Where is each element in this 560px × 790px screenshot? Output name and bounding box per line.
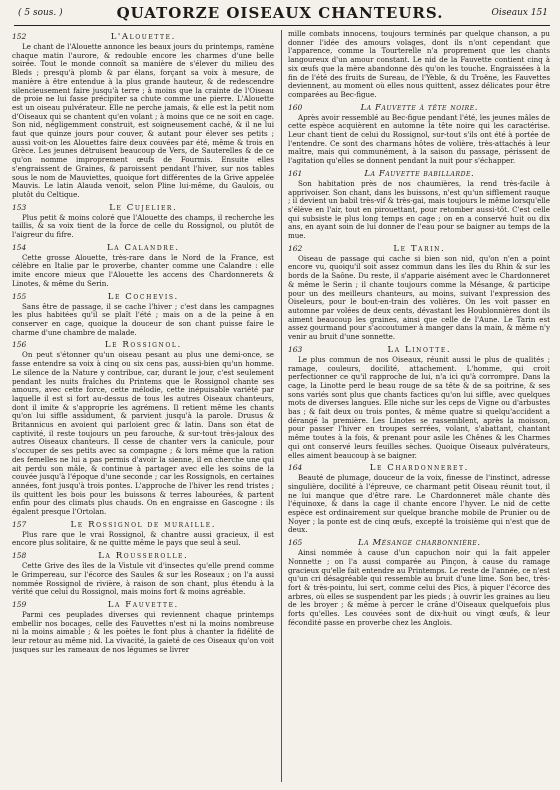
entry-number: 158 (12, 551, 27, 561)
entry-heading (12, 551, 274, 561)
bird-entry (288, 463, 550, 535)
entry-text: mille combats innocens, toujours terminés par quelque chanson, a pu donner l'idée des amours volages, dont ils n'ont cependant que l'apparence, comme la Tourterelle n'a proprement que les chants langoureux d'un amour constant. Le nid de la Fauvette contient cinq à six œufs que la mère abandonne dès qu'on les touche. Engraissées à la fin de l'été des fruits de Sureau, de l'Yèble, & du Troëne, les Fauvettes deviennent, au moment où elles nous quittent, assez délicates pour être comparées au Bec-figue. (288, 30, 550, 99)
entry-title: Le Cochevis. (107, 291, 179, 302)
text-columns (12, 30, 552, 786)
bird-entry (12, 340, 274, 516)
entry-heading (288, 463, 550, 473)
entry-title: Le Rossignol. (104, 340, 182, 351)
header-rule (14, 25, 550, 26)
entry-text: Parmi ces peuplades diverses qui reviennent chaque printemps embellir nos bocages, celle des Fauvettes n'est ni la moins nombreuse ni la moins aimable ; & les poètes le font plus à chanter la fidélité de leur retour au même nid. La vivacité, la gaieté de ces Oiseaux qu'on voit jusques sur les rameaux de nos légumes se livrer (12, 609, 274, 654)
entry-text: On peut s'étonner qu'un oiseau pesant au plus une demi-once, se fasse entendre sa voix à cinq ou six cens pas, aussi-bien qu'un homme. Le silence de la Nature y contribue, car, durant le jour, c'est seulement pendant les nuits fraîches du Printems que le Rossignol chante ses amours, avec cette force, cette mélodie, cette inépuisable variété par laquelle il est si fort au-dessus de tous les autres Oiseaux chanteurs, dont il imite & s'approprie les agrémens. Il retient même les chants qu'on lui siffle assidument, & parvient jusqu'à la parole. Drusus & Britannicus en avoient qui parloient grec & latin. Dans son état de captivité, il reste toujours un peu farouche, & sur-tout très-jaloux des autres Oiseaux chanteurs. Il cesse de chanter vers la canicule, pour s'occuper de ses petits avec sa compagne ; & lors même que la ration des femelles ne lui a pas permis d'avoir la sienne, il en cherche une qui ait perdu son mâle, & continue à partager avec elle les soins de la couvée jusqu'à l'époque d'une seconde ; car les Rossignols, en certaines années, font jusqu'à trois pontes. L'approche de l'hiver les rend tristes ; ils quittent les bois pour les buissons & terres labourées, & partent enfin pour des climats plus chauds. On en engraisse en Gascogne : ils égalent presque l'Ortolan. (12, 350, 274, 517)
bird-entry (12, 203, 274, 240)
entry-number: 154 (12, 242, 27, 252)
entry-text: Ainsi nommée à cause d'un capuchon noir qui la fait appeler Nonnette ; on l'a aussi comparée au Pinçon, à cause du ramage gracieux qu'elle fait entendre au Printemps. Le reste de l'année, ce n'est qu'un cri désagréable qui ressemble au bruit d'une lime. Son bec, très-fort & très-pointu, lui sert, comme celui des Pics, à piquer l'écorce des arbres, où elles se suspendent par les pieds ; à ouvrir les graines au lieu de les broyer ; & même à percer le crâne d'Oiseaux quelquefois plus forts qu'elles. Les couvées sont de dix-huit ou vingt œufs, & leur fécondité passe en proverbe chez les Anglois. (288, 548, 550, 627)
entry-number: 157 (12, 519, 27, 529)
entry-number: 165 (288, 538, 303, 548)
header-right-text: Oiseaux 151 (491, 8, 548, 18)
entry-heading (288, 169, 550, 179)
entry-text: Sans être de passage, il se cache l'hiver ; c'est dans les campagnes les plus habitées qu'il se plaît l'été ; mais on a de la peine à en conserver en cage, quoique la douceur de son chant puisse faire le charme d'une chambre de malade. (12, 301, 274, 337)
entry-number: 164 (288, 463, 303, 473)
book-page (8, 4, 552, 786)
entry-heading (12, 243, 274, 253)
bird-entry (288, 244, 550, 342)
bird-entry (288, 169, 550, 241)
entry-number: 160 (288, 102, 303, 112)
entry-heading (12, 203, 274, 213)
entry-number: 155 (12, 291, 27, 301)
entry-text: Cette Grive des îles de la Vistule vit d'insectes qu'elle prend comme le Grimpereau, sur l'écorce des Saules & sur les Roseaux ; on l'a aussi nommée Rossignol de rivière, à raison de son chant, plus étendu à la vérité que celui du Rossignol, mais moins fort & moins agréable. (12, 561, 274, 597)
entry-text: Beauté de plumage, douceur de la voix, finesse de l'instinct, adresse singulière, docilité à l'épreuve, ce charmant petit Oiseau réunit tout, il ne lui manque que d'être rare. Le Chardonneret mâle chante dès l'équinoxe, & dans la cage il chante encore l'hyver. Le nid de cette espèce est ordinairement sur quelque branche mobile de Prunier ou de Noyer ; la ponte est de cinq œufs, excepté la troisième qui n'est que de deux. (288, 473, 550, 535)
entry-text: Cette grosse Alouette, très-rare dans le Nord de la France, est célèbre en Italie par le proverbe, chanter comme une Calandre : elle imite encore mieux que l'Alouette les accens des Chardonnerets & Linotes, & même du Serin. (12, 252, 274, 288)
entry-heading (288, 103, 550, 113)
entry-text: Son habitation près de nos chaumières, la rend très-facile à apprivoiser. Son chant, dans les buissons, n'est qu'un sifflement rauque ; il devient un babil très-vif & très-gai, mais toujours le même lorsqu'elle s'élève en l'air, tout en pirouettant, pour retomber aussi-tôt. C'est celle qui subsiste le plus long temps en cage ; on en a conservé huit ou dix ans, en ayant soin de lui donner de l'eau pour se baigner au temps de la mue. (288, 178, 550, 241)
entry-heading (12, 520, 274, 530)
entry-text: Après avoir ressemblé au Bec-figue pendant l'été, les jeunes mâles de cette espèce acquièrent en automne la tête noire qui les caractérise. Leur chant tient de celui du Rossignol, sur-tout s'ils ont été à portée de l'entendre. Ce sont des charmans hôtes de volière, très-attachés à leur maître, mais qui communément, à la saison du passage, périssent de l'agitation qu'elles se donnent pendant la nuit pour s'échapper. (288, 112, 550, 166)
entry-heading (12, 292, 274, 302)
entry-number: 153 (12, 202, 27, 212)
entry-title: La Calandre. (106, 242, 180, 253)
bird-entry (12, 292, 274, 338)
bird-entry (288, 345, 550, 460)
entry-title: Le Chardonneret. (369, 463, 469, 474)
left-column (12, 30, 274, 786)
bird-entry (288, 30, 550, 100)
bird-entry (12, 32, 274, 200)
bird-entry (12, 243, 274, 289)
entry-title: La Fauvette. (107, 599, 179, 610)
entry-heading (288, 538, 550, 548)
entry-number: 163 (288, 344, 303, 354)
entry-text: Le chant de l'Alouette annonce les beaux jours du printemps, ramène chaque matin l'aurore, & redouble encore les charmes d'une belle soirée. Tout le monde connoît sa manière de s'élever du milieu des Bleds ; presqu'à plomb & par élans, forçant sa voix à mesure, de manière à être entendue à la plus grande hauteur, & de redescendre silencieusement faire jusqu'à terre ; à moins que la crainte de l'Oiseau de proie ne lui fasse précipiter sa chute comme une pierre. L'Alouette est un oiseau pulvérateur. Elle ne perche jamais, & elle est la petit nom d'Oiseaux qui se chantent qu'en volant ; à moins que ce ne soit en cage. Son nid, négligemment construit, est soigneusement caché, & il ne lui faut que quinze jours pour couver, & autant pour élever ses petits ; aussi voit-on les Alouettes faire deux couvées par été, même & trois en Grèce. Les jeunes détruisent beaucoup de Vers, de Sauterelles & de ce qu'on nomme improprement œufs de Fourmis. Ensuite elles s'engraissent de Graines, & paroissent pendant l'hiver, sur nos tables sous le nom de Mauviettes, quoique fort différentes de la Grive appelée Mauvis. Le latin Alauda venoit, selon Pline lui-même, du Gaulois, ou plutôt du Celtique. (12, 42, 274, 199)
entry-heading (12, 340, 274, 350)
page-number: ( 5 sous. ) (18, 8, 63, 18)
entry-title: La Linotte. (387, 344, 452, 355)
entry-title: Le Cujelier. (109, 202, 178, 213)
entry-heading (12, 600, 274, 610)
entry-text: Oiseau de passage qui cache si bien son nid, qu'on n'en a point encore vu, quoiqu'il soit assez commun dans les îles du Rhin & sur les bords de la Saône. Du reste, il s'apparie aisément avec le Chardonneret & même le Serin ; il chante toujours comme la Mésange, & participe pour un des meilleurs chanteurs, au moins, suivant l'expression des Oiseleurs, pour le bout-en-train des volières. On les voit passer en automne par volées de deux cents, dévastant les Houblonnières dont ils aiment beaucoup les graines, ainsi que celle de l'Aune. Le Tarin est assez gourmand pour s'accoutumer à manger dans la main, & même n'y venir au bruit d'une sonnette. (288, 253, 550, 342)
entry-heading (288, 345, 550, 355)
bird-entry (12, 520, 274, 548)
entry-number: 161 (288, 168, 303, 178)
bird-entry (288, 538, 550, 627)
entry-heading (12, 32, 274, 42)
entry-number: 156 (12, 340, 27, 350)
entry-title: Le Tarin. (393, 243, 446, 254)
page-header (8, 4, 552, 26)
right-column (288, 30, 550, 786)
entry-number: 152 (12, 32, 27, 41)
entry-title: La Fauvette babillarde. (364, 168, 475, 179)
entry-heading (288, 244, 550, 254)
entry-title: La Mésange charbonnière. (357, 538, 481, 549)
column-divider (281, 30, 282, 782)
entry-text: Le plus commun de nos Oiseaux, réunit aussi le plus de qualités ; ramage, couleurs, docilité, attachement. L'homme, qui croit perfectionner ce qu'il rapproche de lui, n'a ici qu'à corrompre. Dans la cage, la Linotte perd le beau rouge de sa tête & de sa poitrine, & ses sons variés sont plus que chants factices qu'on lui siffle, avec quelques mots de diverses langues. Elle niche sur les ceps de Vigne ou d'arbustes bas ; & fait deux ou trois pontes, & même quatre si quelqu'accident a dérangé la première. Les Linotes se rassemblent, après la moisson, pour passer l'hiver en troupes serrées, volant, s'abattant, chantant même toutes à la fois, & prenant pour asile les Chênes & les Charmes qui ont conservé leurs feuilles sèches. Quoique Oiseaux pulvérateurs, elles aiment beaucoup à se baigner. (288, 354, 550, 460)
entry-title: La Rousserolle. (98, 551, 189, 562)
entry-text: Plus rare que le vrai Rossignol, & chantre aussi gracieux, il est encore plus solitaire, & ne quitte même le pays que seul à seul. (12, 529, 274, 548)
bird-entry (12, 551, 274, 597)
entry-text: Plus petit & moins coloré que l'Alouette des champs, il recherche les taillis, & sa voix tient de la force de celle du Rossignol, ou plutôt de l'aigreur du fifre. (12, 212, 274, 240)
entry-title: L'Alouette. (110, 32, 176, 42)
entry-number: 162 (288, 243, 303, 253)
bird-entry (12, 600, 274, 655)
running-title: QUATORZE OISEAUX CHANTEURS. (116, 4, 444, 22)
entry-title: La Fauvette à tête noire. (360, 102, 479, 113)
entry-title: Le Rossignol de muraille. (70, 519, 217, 530)
entry-number: 159 (12, 599, 27, 609)
bird-entry (288, 103, 550, 166)
